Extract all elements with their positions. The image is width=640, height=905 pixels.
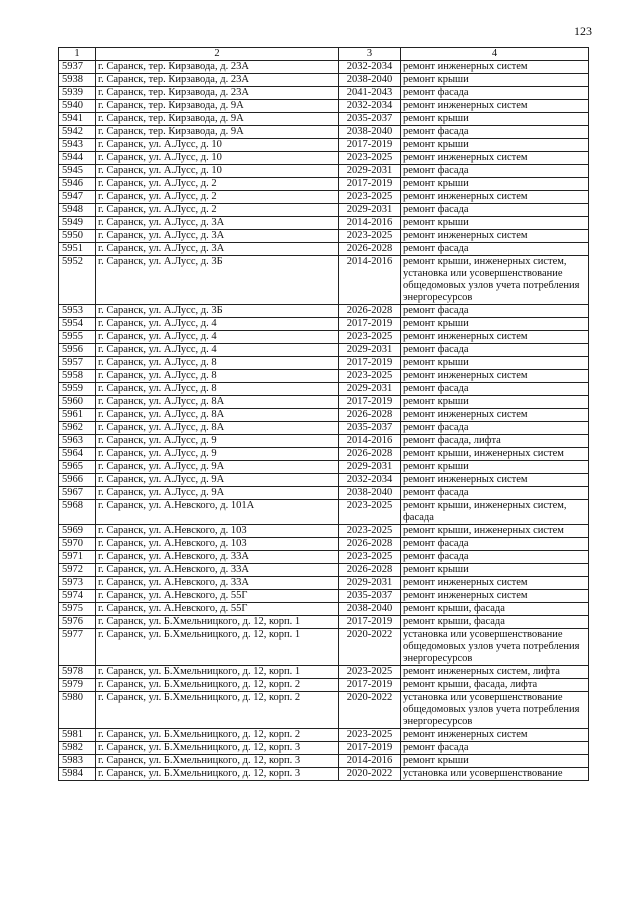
- row-number: 5942: [59, 126, 96, 139]
- row-work-type: ремонт инженерных систем: [401, 100, 589, 113]
- table-row: [59, 113, 589, 126]
- row-work-type: ремонт крыши, фасада, лифта: [401, 679, 589, 692]
- table-row: [59, 538, 589, 551]
- row-address: г. Саранск, ул. А.Лусс, д. 8А: [96, 396, 339, 409]
- table-row: [59, 152, 589, 165]
- table-row: [59, 409, 589, 422]
- row-number: 5976: [59, 616, 96, 629]
- row-period: 2026-2028: [339, 538, 401, 551]
- row-period: 2023-2025: [339, 666, 401, 679]
- row-period: 2026-2028: [339, 564, 401, 577]
- row-address: г. Саранск, ул. А.Лусс, д. 2: [96, 191, 339, 204]
- table-row: [59, 603, 589, 616]
- row-period: 2038-2040: [339, 126, 401, 139]
- table-row: [59, 370, 589, 383]
- row-period: 2032-2034: [339, 61, 401, 74]
- table-row: [59, 435, 589, 448]
- table-row: [59, 191, 589, 204]
- row-period: 2026-2028: [339, 448, 401, 461]
- row-address: г. Саранск, ул. А.Лусс, д. 9: [96, 435, 339, 448]
- row-period: 2026-2028: [339, 305, 401, 318]
- row-period: 2017-2019: [339, 742, 401, 755]
- row-period: 2017-2019: [339, 396, 401, 409]
- table-row: [59, 729, 589, 742]
- row-number: 5956: [59, 344, 96, 357]
- column-header-1: 1: [59, 48, 96, 61]
- row-period: 2020-2022: [339, 692, 401, 729]
- table-row: [59, 679, 589, 692]
- table-row: [59, 396, 589, 409]
- table-row: [59, 590, 589, 603]
- row-address: г. Саранск, ул. А.Лусс, д. 4: [96, 331, 339, 344]
- table-row: [59, 525, 589, 538]
- row-address: г. Саранск, ул. Б.Хмельницкого, д. 12, корп. 2: [96, 729, 339, 742]
- row-work-type: ремонт инженерных систем: [401, 474, 589, 487]
- table-row: [59, 139, 589, 152]
- row-period: 2023-2025: [339, 729, 401, 742]
- row-number: 5973: [59, 577, 96, 590]
- row-period: 2026-2028: [339, 243, 401, 256]
- table-row: [59, 448, 589, 461]
- table-row: [59, 383, 589, 396]
- row-number: 5983: [59, 755, 96, 768]
- row-work-type: ремонт крыши: [401, 217, 589, 230]
- row-work-type: ремонт инженерных систем: [401, 409, 589, 422]
- row-number: 5940: [59, 100, 96, 113]
- table-row: [59, 616, 589, 629]
- row-number: 5978: [59, 666, 96, 679]
- row-work-type: ремонт фасада: [401, 243, 589, 256]
- row-work-type: установка или усовершенствование общедомовых узлов учета потребления энергоресурсов: [401, 629, 589, 666]
- row-address: г. Саранск, ул. А.Лусс, д. 2: [96, 204, 339, 217]
- row-period: 2014-2016: [339, 217, 401, 230]
- table-row: [59, 126, 589, 139]
- row-number: 5977: [59, 629, 96, 666]
- row-number: 5974: [59, 590, 96, 603]
- row-period: 2023-2025: [339, 525, 401, 538]
- row-period: 2038-2040: [339, 603, 401, 616]
- row-period: 2032-2034: [339, 100, 401, 113]
- row-address: г. Саранск, ул. А.Лусс, д. 8: [96, 357, 339, 370]
- row-number: 5966: [59, 474, 96, 487]
- row-address: г. Саранск, ул. А.Лусс, д. 10: [96, 139, 339, 152]
- table-row: [59, 243, 589, 256]
- row-period: 2023-2025: [339, 331, 401, 344]
- row-period: 2023-2025: [339, 551, 401, 564]
- row-work-type: ремонт крыши, инженерных систем, установка или усовершенствование общедомовых узлов учета потребления энергоресурсов: [401, 256, 589, 305]
- row-number: 5949: [59, 217, 96, 230]
- table-row: [59, 487, 589, 500]
- row-address: г. Саранск, тер. Кирзавода, д. 9А: [96, 113, 339, 126]
- row-work-type: ремонт фасада: [401, 551, 589, 564]
- row-period: 2017-2019: [339, 616, 401, 629]
- row-address: г. Саранск, ул. А.Невского, д. 103: [96, 538, 339, 551]
- row-work-type: ремонт фасада: [401, 87, 589, 100]
- row-period: 2014-2016: [339, 435, 401, 448]
- row-period: 2035-2037: [339, 590, 401, 603]
- row-number: 5943: [59, 139, 96, 152]
- row-number: 5953: [59, 305, 96, 318]
- column-number-row: [59, 48, 589, 61]
- row-number: 5938: [59, 74, 96, 87]
- row-address: г. Саранск, ул. А.Лусс, д. 10: [96, 152, 339, 165]
- row-work-type: установка или усовершенствование общедомовых узлов учета потребления энергоресурсов: [401, 692, 589, 729]
- row-work-type: ремонт инженерных систем: [401, 331, 589, 344]
- row-period: 2038-2040: [339, 74, 401, 87]
- table-row: [59, 461, 589, 474]
- row-address: г. Саранск, ул. А.Лусс, д. 8: [96, 383, 339, 396]
- row-number: 5957: [59, 357, 96, 370]
- table-row: [59, 666, 589, 679]
- row-period: 2020-2022: [339, 768, 401, 781]
- row-period: 2029-2031: [339, 577, 401, 590]
- row-period: 2017-2019: [339, 178, 401, 191]
- table-row: [59, 344, 589, 357]
- table-row: [59, 768, 589, 781]
- row-work-type: ремонт крыши, фасада: [401, 616, 589, 629]
- row-address: г. Саранск, ул. Б.Хмельницкого, д. 12, корп. 1: [96, 666, 339, 679]
- row-address: г. Саранск, ул. А.Лусс, д. 3А: [96, 243, 339, 256]
- row-address: г. Саранск, ул. А.Лусс, д. 4: [96, 318, 339, 331]
- row-number: 5969: [59, 525, 96, 538]
- row-address: г. Саранск, тер. Кирзавода, д. 23А: [96, 61, 339, 74]
- row-number: 5980: [59, 692, 96, 729]
- row-period: 2029-2031: [339, 204, 401, 217]
- row-period: 2017-2019: [339, 357, 401, 370]
- table-row: [59, 87, 589, 100]
- row-address: г. Саранск, тер. Кирзавода, д. 9А: [96, 126, 339, 139]
- table-row: [59, 217, 589, 230]
- row-work-type: ремонт крыши: [401, 564, 589, 577]
- repair-schedule-table: [58, 47, 589, 781]
- row-number: 5975: [59, 603, 96, 616]
- row-number: 5946: [59, 178, 96, 191]
- table-body: [59, 61, 589, 781]
- row-address: г. Саранск, ул. А.Лусс, д. 8: [96, 370, 339, 383]
- page-number: 123: [574, 24, 592, 38]
- row-number: 5958: [59, 370, 96, 383]
- row-work-type: ремонт фасада, лифта: [401, 435, 589, 448]
- row-period: 2023-2025: [339, 191, 401, 204]
- row-period: 2032-2034: [339, 474, 401, 487]
- row-number: 5963: [59, 435, 96, 448]
- row-period: 2023-2025: [339, 370, 401, 383]
- row-period: 2035-2037: [339, 422, 401, 435]
- row-address: г. Саранск, ул. Б.Хмельницкого, д. 12, корп. 3: [96, 742, 339, 755]
- row-number: 5944: [59, 152, 96, 165]
- row-period: 2026-2028: [339, 409, 401, 422]
- row-number: 5941: [59, 113, 96, 126]
- row-number: 5954: [59, 318, 96, 331]
- row-address: г. Саранск, ул. А.Лусс, д. 3Б: [96, 256, 339, 305]
- table-row: [59, 755, 589, 768]
- row-address: г. Саранск, ул. А.Невского, д. 33А: [96, 577, 339, 590]
- row-work-type: ремонт фасада: [401, 165, 589, 178]
- row-number: 5937: [59, 61, 96, 74]
- row-period: 2041-2043: [339, 87, 401, 100]
- row-work-type: ремонт инженерных систем: [401, 61, 589, 74]
- table-row: [59, 692, 589, 729]
- row-work-type: ремонт крыши: [401, 755, 589, 768]
- row-work-type: ремонт инженерных систем: [401, 152, 589, 165]
- row-address: г. Саранск, ул. А.Невского, д. 33А: [96, 564, 339, 577]
- table-row: [59, 318, 589, 331]
- row-period: 2035-2037: [339, 113, 401, 126]
- row-period: 2014-2016: [339, 755, 401, 768]
- row-period: 2029-2031: [339, 461, 401, 474]
- table-row: [59, 61, 589, 74]
- row-address: г. Саранск, ул. А.Лусс, д. 9: [96, 448, 339, 461]
- table-row: [59, 551, 589, 564]
- row-address: г. Саранск, ул. А.Невского, д. 33А: [96, 551, 339, 564]
- table-row: [59, 165, 589, 178]
- table-row: [59, 422, 589, 435]
- row-work-type: ремонт инженерных систем: [401, 191, 589, 204]
- row-address: г. Саранск, ул. А.Невского, д. 55Г: [96, 603, 339, 616]
- row-period: 2017-2019: [339, 679, 401, 692]
- row-work-type: ремонт инженерных систем: [401, 729, 589, 742]
- table-row: [59, 742, 589, 755]
- table-row: [59, 474, 589, 487]
- row-number: 5950: [59, 230, 96, 243]
- row-number: 5965: [59, 461, 96, 474]
- row-number: 5981: [59, 729, 96, 742]
- row-number: 5951: [59, 243, 96, 256]
- table-row: [59, 74, 589, 87]
- row-work-type: ремонт крыши: [401, 178, 589, 191]
- row-address: г. Саранск, ул. А.Лусс, д. 3А: [96, 230, 339, 243]
- row-work-type: ремонт фасада: [401, 126, 589, 139]
- row-number: 5984: [59, 768, 96, 781]
- row-period: 2023-2025: [339, 500, 401, 525]
- row-address: г. Саранск, ул. А.Лусс, д. 10: [96, 165, 339, 178]
- row-address: г. Саранск, ул. Б.Хмельницкого, д. 12, корп. 1: [96, 616, 339, 629]
- row-address: г. Саранск, ул. А.Лусс, д. 8А: [96, 409, 339, 422]
- row-number: 5945: [59, 165, 96, 178]
- row-number: 5961: [59, 409, 96, 422]
- row-address: г. Саранск, тер. Кирзавода, д. 9А: [96, 100, 339, 113]
- row-period: 2029-2031: [339, 344, 401, 357]
- row-work-type: ремонт инженерных систем: [401, 590, 589, 603]
- row-work-type: ремонт инженерных систем, лифта: [401, 666, 589, 679]
- row-work-type: ремонт крыши: [401, 139, 589, 152]
- row-work-type: ремонт фасада: [401, 487, 589, 500]
- table-row: [59, 100, 589, 113]
- row-number: 5939: [59, 87, 96, 100]
- row-number: 5948: [59, 204, 96, 217]
- row-address: г. Саранск, ул. А.Лусс, д. 3А: [96, 217, 339, 230]
- row-address: г. Саранск, ул. Б.Хмельницкого, д. 12, корп. 3: [96, 755, 339, 768]
- row-work-type: ремонт фасада: [401, 344, 589, 357]
- row-work-type: ремонт крыши: [401, 461, 589, 474]
- row-address: г. Саранск, ул. А.Лусс, д. 3Б: [96, 305, 339, 318]
- row-number: 5967: [59, 487, 96, 500]
- table-row: [59, 331, 589, 344]
- table-row: [59, 230, 589, 243]
- row-work-type: ремонт фасада: [401, 305, 589, 318]
- row-period: 2023-2025: [339, 230, 401, 243]
- row-work-type: ремонт крыши, фасада: [401, 603, 589, 616]
- row-number: 5955: [59, 331, 96, 344]
- row-address: г. Саранск, тер. Кирзавода, д. 23А: [96, 87, 339, 100]
- row-period: 2014-2016: [339, 256, 401, 305]
- row-address: г. Саранск, ул. А.Лусс, д. 4: [96, 344, 339, 357]
- row-work-type: ремонт фасада: [401, 383, 589, 396]
- row-number: 5952: [59, 256, 96, 305]
- table-row: [59, 500, 589, 525]
- row-number: 5972: [59, 564, 96, 577]
- column-header-3: 3: [339, 48, 401, 61]
- row-address: г. Саранск, ул. Б.Хмельницкого, д. 12, корп. 1: [96, 629, 339, 666]
- row-work-type: ремонт инженерных систем: [401, 370, 589, 383]
- row-period: 2017-2019: [339, 139, 401, 152]
- row-address: г. Саранск, ул. А.Лусс, д. 9А: [96, 487, 339, 500]
- row-number: 5968: [59, 500, 96, 525]
- row-number: 5959: [59, 383, 96, 396]
- row-address: г. Саранск, ул. А.Невского, д. 103: [96, 525, 339, 538]
- row-number: 5970: [59, 538, 96, 551]
- row-address: г. Саранск, ул. А.Лусс, д. 2: [96, 178, 339, 191]
- row-address: г. Саранск, ул. Б.Хмельницкого, д. 12, корп. 2: [96, 679, 339, 692]
- row-number: 5982: [59, 742, 96, 755]
- row-address: г. Саранск, ул. А.Лусс, д. 8А: [96, 422, 339, 435]
- row-work-type: ремонт крыши: [401, 318, 589, 331]
- row-address: г. Саранск, ул. А.Невского, д. 55Г: [96, 590, 339, 603]
- table-row: [59, 256, 589, 305]
- table-row: [59, 577, 589, 590]
- row-work-type: ремонт крыши: [401, 357, 589, 370]
- table-row: [59, 357, 589, 370]
- table-row: [59, 564, 589, 577]
- row-number: 5947: [59, 191, 96, 204]
- row-work-type: ремонт крыши, инженерных систем: [401, 525, 589, 538]
- row-work-type: установка или усовершенствование: [401, 768, 589, 781]
- row-number: 5979: [59, 679, 96, 692]
- row-work-type: ремонт крыши: [401, 113, 589, 126]
- row-period: 2029-2031: [339, 383, 401, 396]
- row-work-type: ремонт фасада: [401, 538, 589, 551]
- row-work-type: ремонт фасада: [401, 422, 589, 435]
- row-period: 2023-2025: [339, 152, 401, 165]
- row-period: 2017-2019: [339, 318, 401, 331]
- row-number: 5960: [59, 396, 96, 409]
- row-address: г. Саранск, ул. А.Невского, д. 101А: [96, 500, 339, 525]
- row-address: г. Саранск, ул. Б.Хмельницкого, д. 12, корп. 3: [96, 768, 339, 781]
- table-row: [59, 629, 589, 666]
- row-work-type: ремонт инженерных систем: [401, 230, 589, 243]
- table-row: [59, 204, 589, 217]
- row-address: г. Саранск, тер. Кирзавода, д. 23А: [96, 74, 339, 87]
- table-row: [59, 305, 589, 318]
- row-work-type: ремонт крыши, инженерных систем: [401, 448, 589, 461]
- row-period: 2038-2040: [339, 487, 401, 500]
- row-period: 2020-2022: [339, 629, 401, 666]
- row-number: 5964: [59, 448, 96, 461]
- row-address: г. Саранск, ул. А.Лусс, д. 9А: [96, 474, 339, 487]
- row-work-type: ремонт фасада: [401, 204, 589, 217]
- row-work-type: ремонт крыши: [401, 396, 589, 409]
- row-number: 5971: [59, 551, 96, 564]
- row-work-type: ремонт крыши: [401, 74, 589, 87]
- row-work-type: ремонт инженерных систем: [401, 577, 589, 590]
- row-work-type: ремонт фасада: [401, 742, 589, 755]
- row-number: 5962: [59, 422, 96, 435]
- row-address: г. Саранск, ул. Б.Хмельницкого, д. 12, корп. 2: [96, 692, 339, 729]
- row-address: г. Саранск, ул. А.Лусс, д. 9А: [96, 461, 339, 474]
- column-header-2: 2: [96, 48, 339, 61]
- row-work-type: ремонт крыши, инженерных систем, фасада: [401, 500, 589, 525]
- table-row: [59, 178, 589, 191]
- row-period: 2029-2031: [339, 165, 401, 178]
- column-header-4: 4: [401, 48, 589, 61]
